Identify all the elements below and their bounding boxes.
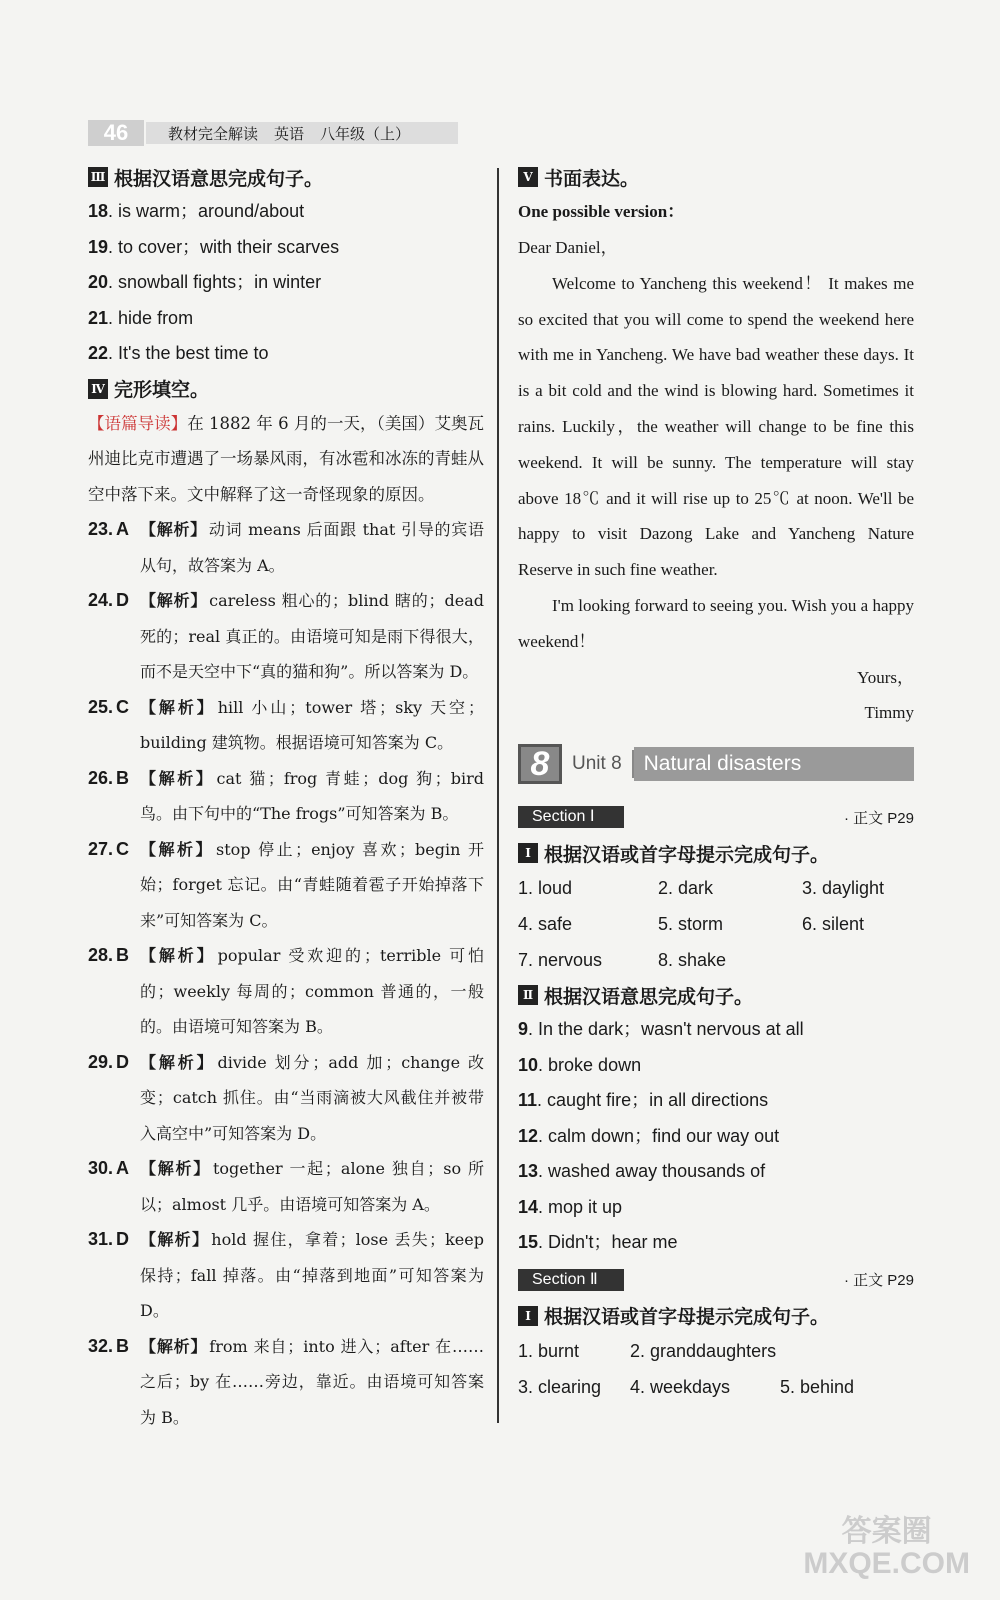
item-number: 25.: [88, 696, 114, 717]
page-ref: · 正文 P29: [843, 1272, 914, 1289]
answer-text: . caught fire；in all directions: [537, 1090, 769, 1110]
word-item: 1. burnt: [518, 1340, 580, 1361]
answer-list: [518, 1012, 914, 1261]
roman-numeral: Ⅳ: [88, 379, 108, 399]
answer-text: . In the dark；wasn't nervous at all: [528, 1019, 804, 1039]
answer-text: . calm down；find our way out: [538, 1125, 780, 1146]
analysis-tag: 【解析】: [140, 1336, 208, 1356]
watermark: [803, 1516, 970, 1580]
item-number: 30.: [88, 1158, 114, 1178]
item-answer: C: [116, 838, 129, 859]
answer-text: . Didn't；hear me: [538, 1232, 678, 1252]
watermark-text: 答案圈: [841, 1515, 932, 1548]
item-answer: A: [116, 1158, 129, 1178]
word-item: 4. safe: [518, 914, 573, 934]
item-body: [140, 1151, 484, 1222]
answer-text: . hide from: [108, 307, 194, 328]
section-heading: [518, 978, 914, 1012]
section-title: 根据汉语或首字母提示完成句子。: [544, 1306, 830, 1328]
guide-tag: 【语篇导读】: [88, 413, 188, 433]
answer-number: 10: [518, 1054, 539, 1075]
analysis-text: from 来自；into 进入；after 在……之后；by 在……旁边，靠近。由语境可知答案为 B。: [140, 1336, 484, 1427]
answer-text: . washed away thousands of: [538, 1161, 766, 1181]
analysis-text: divide 划分；add 加；change 改变；catch 抓住。由“当雨滴被大风截住并被带入高空中”可知答案为 D。: [140, 1052, 484, 1143]
analysis-tag: 【解析】: [140, 520, 207, 539]
letter-body-1: Welcome to Yancheng this weekend！ It makes me so excited that you will come to spend the weekend here with me in Yancheng. We have bad weather these days. It is a bit cold and the wind is blowing hard. Sometimes it rains. Luckily，the weather will change to be fine this weekend. It will be sunny. The temperature will stay above 18℃ and it will rise up to 25℃ at noon. We'll be happy to visit Dazong Lake and Yancheng Nature Reserve in such fine weather.: [518, 273, 914, 580]
item-body: [140, 583, 484, 690]
section-title: 书面表达。: [544, 167, 640, 190]
item-answer: B: [116, 767, 129, 788]
roman-numeral: Ⅰ: [518, 843, 538, 863]
word-row: [518, 1333, 914, 1369]
item-number: 26.: [88, 767, 114, 788]
explanation-item: [88, 938, 484, 1045]
section-heading: [518, 1299, 914, 1333]
answer-number: 14: [518, 1196, 539, 1217]
explanation-item: [88, 1045, 484, 1152]
answer-line: [518, 1048, 914, 1084]
answer-number: 15: [518, 1232, 539, 1252]
answer-number: 9: [518, 1019, 529, 1039]
item-answer: B: [116, 1335, 129, 1356]
item-number: 27.: [88, 838, 114, 859]
answer-number: 12: [518, 1125, 539, 1146]
item-answer: B: [116, 945, 129, 965]
answer-number: 13: [518, 1161, 539, 1181]
roman-numeral: Ⅲ: [88, 167, 108, 187]
answer-line: [88, 230, 484, 266]
answer-number: 20: [88, 272, 109, 292]
letter-salutation: Dear Daniel，: [518, 238, 618, 257]
section-heading: [88, 372, 484, 406]
answer-text: . mop it up: [538, 1196, 623, 1217]
unit-number: 8: [518, 744, 562, 784]
word-item: 3. clearing: [518, 1376, 602, 1397]
word-item: 1. loud: [518, 878, 573, 898]
word-item: 4. weekdays: [630, 1376, 731, 1397]
answer-number: 22: [88, 343, 109, 363]
section-label: Section Ⅱ: [518, 1269, 624, 1291]
answer-number: 21: [88, 307, 109, 328]
section-label: Section Ⅰ: [518, 806, 624, 828]
roman-numeral: Ⅱ: [518, 985, 538, 1005]
section-bar: [518, 1269, 914, 1291]
roman-numeral: Ⅰ: [518, 1306, 538, 1326]
grade: 八年级（上）: [320, 124, 411, 143]
item-body: [140, 938, 484, 1045]
word-item: 7. nervous: [518, 950, 603, 970]
analysis-tag: 【解析】: [140, 839, 214, 859]
item-answer: C: [116, 696, 129, 717]
reading-guide: [88, 406, 484, 513]
analysis-text: hold 握住，拿着；lose 丢失；keep 保持；fall 掉落。由“掉落到地面”可知答案为 D。: [140, 1230, 484, 1320]
answer-text: . It's the best time to: [108, 343, 269, 363]
item-number: 29.: [88, 1051, 114, 1072]
word-row: [518, 942, 914, 978]
item-number: 32.: [88, 1335, 114, 1356]
book-title: 教材完全解读: [168, 124, 259, 143]
watermark-url: MXQE.COM: [803, 1547, 970, 1580]
answer-line: [518, 1083, 914, 1119]
version-label: One possible version：: [518, 202, 685, 221]
answer-number: 19: [88, 236, 109, 257]
item-body: [140, 832, 484, 939]
right-column: [518, 160, 914, 731]
item-number: 28.: [88, 945, 114, 965]
item-answer: D: [116, 1229, 129, 1249]
explanation-item: [88, 832, 484, 939]
analysis-tag: 【解析】: [140, 591, 208, 610]
analysis-text: careless 粗心的；blind 瞎的；dead 死的；real 真正的。由语境可知是雨下得很大，而不是天空中下“真的猫和狗”。所以答案为 D。: [140, 591, 484, 681]
answer-line: [518, 1154, 914, 1190]
word-item: 3. daylight: [802, 878, 885, 898]
answer-text: . to cover；with their scarves: [108, 236, 340, 257]
answer-line: [518, 1012, 914, 1048]
analysis-text: 动词 means 后面跟 that 引导的宾语从句，故答案为 A。: [140, 520, 484, 575]
word-grid: [518, 1333, 914, 1405]
word-row: [518, 1369, 914, 1405]
word-item: 2. granddaughters: [630, 1340, 777, 1361]
word-item: [802, 942, 914, 978]
page-number: 46: [88, 120, 144, 146]
section-bar: [518, 806, 914, 828]
item-answer: A: [116, 519, 129, 539]
answer-line: [88, 265, 484, 301]
item-body: [140, 1045, 484, 1152]
unit-content: [518, 806, 914, 1405]
analysis-tag: 【解析】: [140, 768, 215, 788]
analysis-tag: 【解析】: [140, 1052, 216, 1072]
explanation-item: [88, 512, 484, 583]
answer-text: . broke down: [538, 1054, 642, 1075]
letter-closing: Yours，: [857, 667, 914, 687]
explanation-item: [88, 690, 484, 761]
answer-line: [88, 336, 484, 372]
analysis-text: together 一起；alone 独自；so 所以；almost 几乎。由语境可知答案为 A。: [140, 1159, 484, 1214]
subject: 英语: [274, 124, 305, 143]
analysis-tag: 【解析】: [140, 946, 216, 965]
answer-line: [518, 1119, 914, 1155]
answer-line: [518, 1225, 914, 1261]
item-number: 31.: [88, 1229, 114, 1249]
section-title: 根据汉语意思完成句子。: [114, 167, 324, 190]
answer-number: 18: [88, 201, 109, 221]
answer-number: 11: [518, 1090, 538, 1110]
word-row: [518, 870, 914, 906]
item-number: 24.: [88, 590, 114, 610]
word-item: 5. storm: [658, 914, 724, 934]
section-heading: [518, 836, 914, 870]
explanation-item: [88, 1222, 484, 1329]
analysis-tag: 【解析】: [140, 697, 216, 717]
unit-banner: [518, 744, 914, 784]
left-column: [88, 160, 484, 1435]
analysis-text: popular 受欢迎的；terrible 可怕的；weekly 每周的；common 普通的，一般的。由语境可知答案为 B。: [140, 946, 484, 1036]
item-body: [140, 1222, 484, 1329]
analysis-tag: 【解析】: [140, 1159, 211, 1178]
explanation-item: [88, 583, 484, 690]
section-title: 根据汉语或首字母提示完成句子。: [544, 843, 830, 866]
word-item: 6. silent: [802, 914, 865, 934]
item-answer: D: [116, 1051, 129, 1072]
item-body: [140, 761, 484, 832]
item-number: 23.: [88, 519, 114, 539]
item-body: [140, 690, 484, 761]
word-item: 2. dark: [658, 878, 714, 898]
answer-text: . is warm；around/about: [108, 201, 305, 221]
word-item: 8. shake: [658, 950, 727, 970]
letter-body-2: I'm looking forward to seeing you. Wish you a happy weekend！: [518, 595, 914, 651]
roman-numeral: Ⅴ: [518, 167, 538, 187]
section-title: 根据汉语意思完成句子。: [544, 985, 754, 1008]
section-title: 完形填空。: [114, 379, 210, 401]
analysis-tag: 【解析】: [140, 1230, 210, 1249]
analysis-text: hill 小山；tower 塔；sky 天空；building 建筑物。根据语境可知答案为 C。: [140, 697, 484, 752]
column-divider: [497, 168, 499, 1423]
page-header: [88, 120, 458, 146]
answer-line: [88, 301, 484, 337]
section-heading: [88, 160, 484, 194]
explanation-item: [88, 1329, 484, 1436]
answer-line: [88, 194, 484, 230]
explanation-item: [88, 1151, 484, 1222]
answer-line: [518, 1190, 914, 1226]
answer-list: [88, 194, 484, 372]
analysis-text: cat 猫；frog 青蛙；dog 狗；bird 鸟。由下句中的“The frogs”可知答案为 B。: [140, 768, 484, 823]
word-row: [518, 906, 914, 942]
word-item: [780, 1333, 914, 1369]
analysis-text: stop 停止；enjoy 喜欢；begin 开始；forget 忘记。由“青蛙随着雹子开始掉落下来”可知答案为 C。: [140, 839, 484, 930]
unit-label: Unit 8: [562, 750, 634, 778]
explanation-item: [88, 761, 484, 832]
guide-text: 在 1882 年 6 月的一天，（美国）艾奥瓦州迪比克市遭遇了一场暴风雨，有冰雹和冰冻的青蛙从空中落下来。文中解释了这一奇怪现象的原因。: [88, 413, 485, 504]
unit-title: Natural disasters: [634, 747, 914, 781]
letter-signature: Timmy: [864, 703, 914, 723]
page-ref: · 正文 P29: [843, 809, 914, 827]
explanation-list: [88, 512, 484, 1435]
item-body: [140, 512, 484, 583]
answer-text: . snowball fights；in winter: [108, 272, 322, 292]
item-answer: D: [116, 590, 129, 610]
word-item: 5. behind: [780, 1376, 855, 1397]
section-heading: [518, 160, 914, 194]
item-body: [140, 1329, 484, 1436]
header-bar: [146, 122, 458, 144]
word-grid: [518, 870, 914, 978]
